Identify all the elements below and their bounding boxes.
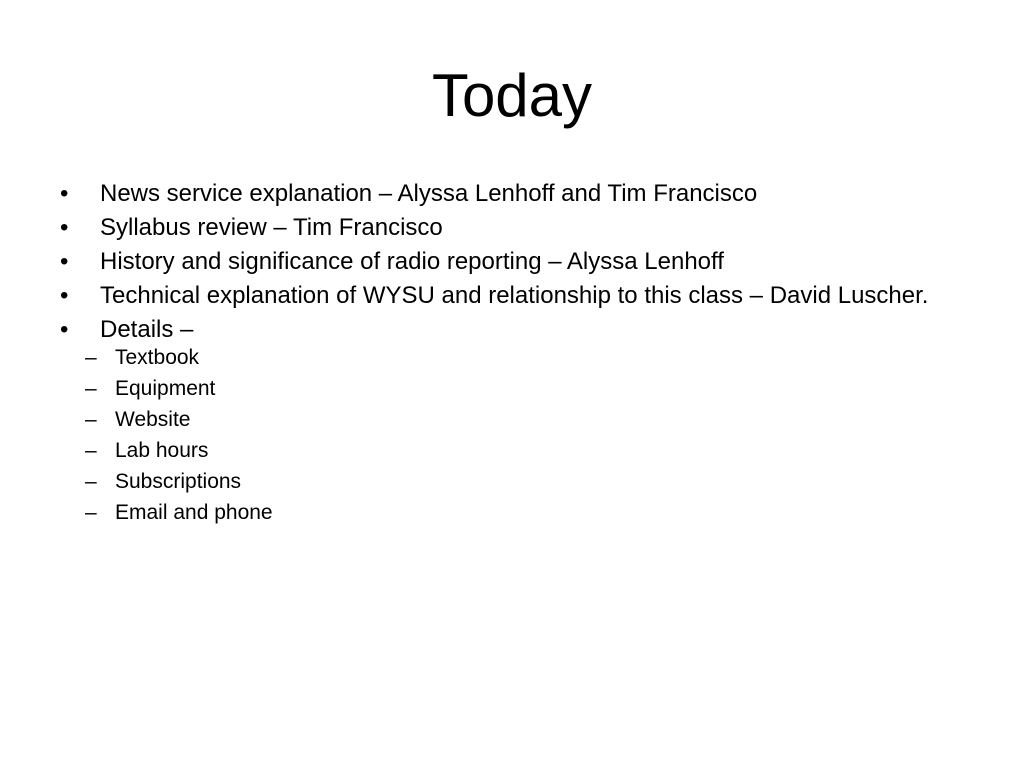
sub-item — [70, 439, 958, 463]
sub-item — [70, 501, 958, 525]
sub-item-text: Website — [115, 408, 191, 431]
sub-item-text: Email and phone — [115, 501, 273, 524]
bullet-marker: • — [60, 282, 69, 309]
sub-item — [70, 470, 958, 494]
sub-item-text: Equipment — [115, 377, 216, 400]
sub-item-text: Lab hours — [115, 439, 209, 462]
sub-item — [70, 408, 958, 432]
sub-item — [70, 346, 958, 370]
sub-item-text: Textbook — [115, 346, 200, 369]
bullet-list — [58, 180, 958, 532]
bullet-item — [58, 248, 958, 275]
sub-item-text: Subscriptions — [115, 470, 242, 493]
bullet-text: Technical explanation of WYSU and relationship to this class – David Luscher. — [100, 282, 929, 309]
dash-marker: – — [85, 439, 97, 462]
bullet-text: History and significance of radio reporting – Alyssa Lenhoff — [100, 248, 724, 275]
details-sub-list — [85, 346, 958, 525]
bullet-item — [58, 214, 958, 241]
dash-marker: – — [85, 501, 97, 524]
bullet-marker: • — [60, 214, 69, 241]
bullet-item — [58, 180, 958, 207]
bullet-marker: • — [60, 316, 69, 343]
dash-marker: – — [85, 470, 97, 493]
dash-marker: – — [85, 377, 97, 400]
bullet-text: Details – — [100, 316, 194, 343]
bullet-item-details — [58, 316, 958, 525]
bullet-item — [58, 282, 958, 309]
bullet-text: Syllabus review – Tim Francisco — [100, 214, 443, 241]
sub-item — [70, 377, 958, 401]
bullet-text: News service explanation – Alyssa Lenhoff and Tim Francisco — [100, 180, 758, 207]
dash-marker: – — [85, 346, 97, 369]
bullet-marker: • — [60, 248, 69, 275]
slide-title: Today — [431, 62, 593, 129]
dash-marker: – — [85, 408, 97, 431]
bullet-marker: • — [60, 180, 69, 207]
